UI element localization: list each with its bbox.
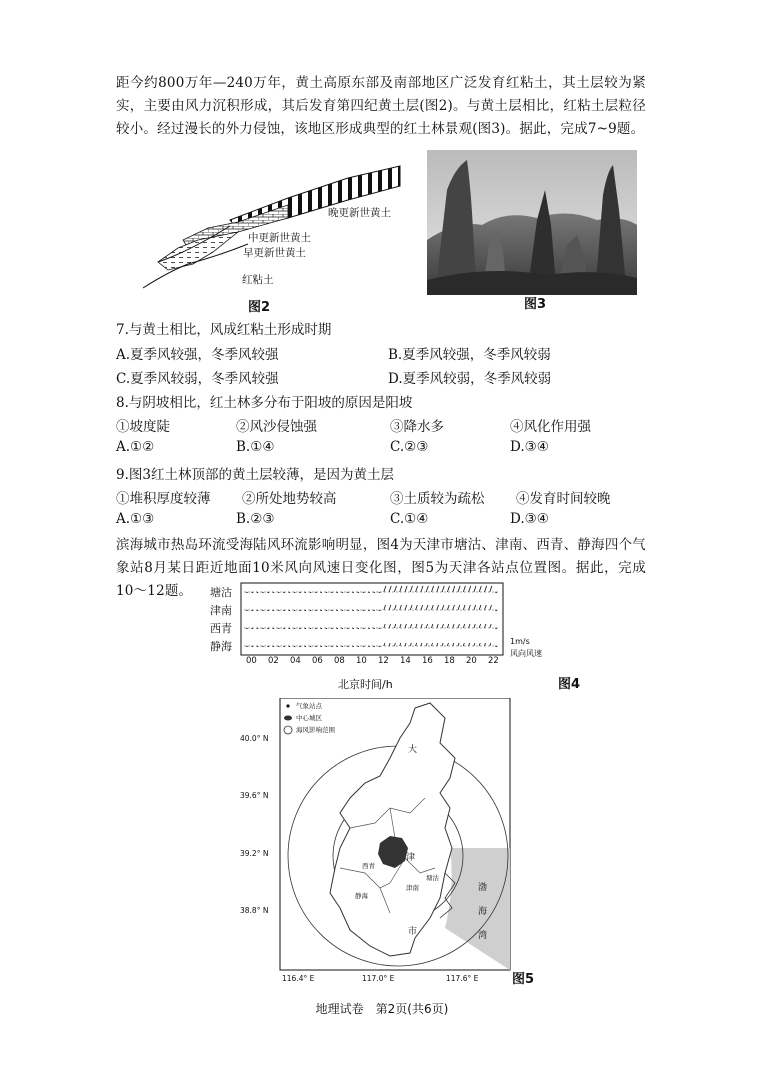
wind-barb xyxy=(278,628,280,629)
intro-paragraph-1: 距今约800万年—240万年，黄土高原东部及南部地区广泛发育红粘土，其土层较为紧实，主要由风力沉积形成，其后发育第四纪黄土层(图2)。与黄土层相比，红粘土层粒径较小。经过漫长的外力侵蚀，该地区形成典型的红土林景观(图3)。据此，完成7~9题。 xyxy=(116,75,646,137)
wind-barb xyxy=(453,586,455,592)
wind-barb xyxy=(326,592,328,593)
intro-paragraph-2: 滨海城市热岛环流受海陆风环流影响明显，图4为天津市塘沽、津南、西青、静海四个气象站8月某日距近地面10米风向风速日变化图，图5为天津各站点位置图。据此，完成10～12题。 xyxy=(116,537,646,599)
wind-barb xyxy=(463,643,464,646)
legend-text: 风向风速 xyxy=(510,649,542,658)
wind-barb xyxy=(426,605,428,610)
wind-barb xyxy=(479,624,480,628)
hour-axis xyxy=(240,656,504,668)
legend-speed: 1m/s xyxy=(510,637,530,646)
place-bo: 渤 xyxy=(478,883,488,893)
place-da: 大 xyxy=(408,745,418,755)
figure-5-caption: 图5 xyxy=(512,972,535,987)
q8-item-2: ②风沙侵蚀强 xyxy=(236,419,317,435)
q7-option-a[interactable]: A.夏季风较强，冬季风较强 xyxy=(116,347,279,363)
q9-item-2: ②所处地势较高 xyxy=(242,491,337,507)
wind-barb xyxy=(341,628,343,629)
wind-barb xyxy=(400,605,402,610)
wind-barb xyxy=(405,605,407,610)
lon-label-116-4: 116.4° E xyxy=(282,974,315,983)
figure-3 xyxy=(427,150,637,295)
wind-barb xyxy=(421,624,422,628)
wind-barb xyxy=(310,592,312,593)
figure-4 xyxy=(210,582,560,692)
wind-barb xyxy=(447,624,448,628)
legend-sea-breeze: 海风影响范围 xyxy=(296,726,335,734)
wind-barb xyxy=(341,592,343,593)
wind-barb xyxy=(341,610,343,611)
wind-barb xyxy=(458,605,460,610)
wind-barb xyxy=(389,605,391,610)
wind-barb xyxy=(432,586,434,592)
wind-barb xyxy=(432,643,433,646)
wind-barb xyxy=(278,610,280,611)
tianjin-map xyxy=(240,698,540,998)
wind-barb xyxy=(405,624,406,628)
wind-barb xyxy=(421,605,423,610)
wind-barb xyxy=(262,646,264,647)
wind-barb xyxy=(442,586,444,592)
wind-barb xyxy=(257,646,259,647)
wind-barb xyxy=(262,628,264,629)
q9-item-4: ④发育时间较晚 xyxy=(516,491,611,507)
station-label-jinghai: 静海 xyxy=(210,640,232,653)
question-8-stem: 8.与阴坡相比，红土林多分布于阳坡的原因是阳坡 xyxy=(116,395,413,411)
x-axis-label: 北京时间/h xyxy=(338,678,393,691)
figure-5 xyxy=(240,698,540,998)
wind-barb xyxy=(357,646,359,647)
wind-barb xyxy=(437,643,438,646)
wind-barb xyxy=(357,628,359,629)
q8-item-3: ③降水多 xyxy=(390,419,444,435)
wind-barb xyxy=(310,628,312,629)
wind-barb xyxy=(294,646,296,647)
wind-barb xyxy=(442,605,444,610)
wind-barb xyxy=(278,646,280,647)
q9-option-c[interactable]: C.①④ xyxy=(390,511,429,527)
wind-barb xyxy=(257,592,259,593)
figure-2-caption: 图2 xyxy=(248,300,271,315)
q9-item-3: ③土质较为疏松 xyxy=(390,491,485,507)
hour-tick-label: 20 xyxy=(466,656,477,666)
station-label-xiqing: 西青 xyxy=(210,622,232,635)
wind-barb xyxy=(485,586,487,592)
place-shi: 市 xyxy=(408,927,418,937)
place-wan: 湾 xyxy=(478,931,488,941)
wind-barb xyxy=(379,610,381,611)
wind-barb xyxy=(479,586,481,592)
wind-barb xyxy=(379,592,381,593)
q8-item-1: ①坡度陡 xyxy=(116,419,170,435)
wind-barb xyxy=(262,592,264,593)
wind-barb xyxy=(458,586,460,592)
hour-tick-label: 22 xyxy=(488,656,499,666)
wind-barb xyxy=(326,610,328,611)
wind-barb xyxy=(458,624,459,628)
wind-barb xyxy=(447,605,449,610)
q8-option-a[interactable]: A.①② xyxy=(116,439,155,455)
hour-tick-label: 18 xyxy=(444,656,455,666)
place-tanggu: 塘沽 xyxy=(426,874,439,882)
wind-barb xyxy=(394,586,396,592)
wind-barb xyxy=(400,586,402,592)
wind-barb xyxy=(416,605,418,610)
wind-barb xyxy=(490,605,492,610)
station-label-tanggu: 塘沽 xyxy=(210,586,232,599)
wind-barb xyxy=(357,592,359,593)
legend-urban: 中心城区 xyxy=(296,714,322,722)
wind-barb xyxy=(432,605,434,610)
wind-barb xyxy=(447,586,449,592)
q8-option-d[interactable]: D.③④ xyxy=(510,439,549,455)
wind-barb xyxy=(442,624,443,628)
figure-3-caption: 图3 xyxy=(524,297,547,312)
wind-barb xyxy=(447,643,448,646)
wind-barb xyxy=(389,624,390,628)
wind-barb xyxy=(474,586,476,592)
wind-barb xyxy=(437,586,439,592)
place-jinnan: 津南 xyxy=(406,884,419,892)
wind-barb xyxy=(357,610,359,611)
place-xiqing: 西青 xyxy=(362,862,375,870)
q8-option-b[interactable]: B.①④ xyxy=(236,439,275,455)
wind-barb xyxy=(384,586,386,592)
wind-barb xyxy=(479,605,481,610)
wind-barb xyxy=(326,628,328,629)
wind-barb xyxy=(453,605,455,610)
wind-barb xyxy=(373,610,375,611)
label-late-loess: 晚更新世黄土 xyxy=(328,207,391,219)
wind-barb xyxy=(310,646,312,647)
wind-barb xyxy=(416,624,417,628)
wind-barb xyxy=(410,586,412,592)
place-jin: 津 xyxy=(406,853,416,863)
wind-barb xyxy=(453,643,454,646)
wind-barb xyxy=(474,605,476,610)
wind-barb xyxy=(246,628,248,629)
wind-barb xyxy=(373,592,375,593)
wind-barb xyxy=(294,592,296,593)
wind-barb xyxy=(485,643,486,646)
wind-barb xyxy=(394,624,395,628)
wind-barb xyxy=(373,646,375,647)
wind-barb xyxy=(384,643,385,646)
wind-barb xyxy=(389,643,390,646)
q9-option-a[interactable]: A.①③ xyxy=(116,511,155,527)
wind-barb xyxy=(416,643,417,646)
wind-barb xyxy=(400,624,401,628)
label-middle-loess: 中更新世黄土 xyxy=(248,232,311,244)
wind-barb xyxy=(257,628,259,629)
hour-tick-label: 14 xyxy=(400,656,411,666)
figure-2 xyxy=(138,160,408,300)
hour-tick-label: 04 xyxy=(290,656,301,666)
wind-barb xyxy=(246,592,248,593)
wind-barb xyxy=(437,605,439,610)
wind-barb xyxy=(463,624,464,628)
q9-item-1: ①堆积厚度较薄 xyxy=(116,491,211,507)
wind-barb xyxy=(474,624,475,628)
wind-barb xyxy=(453,624,454,628)
hour-tick-label: 10 xyxy=(356,656,367,666)
legend-station: 气象站点 xyxy=(296,702,322,710)
wind-barb xyxy=(485,605,487,610)
q7-option-c[interactable]: C.夏季风较弱，冬季风较强 xyxy=(116,371,279,387)
wind-barb xyxy=(278,592,280,593)
wind-barb xyxy=(373,628,375,629)
wind-barb xyxy=(458,643,459,646)
page-footer: 地理试卷 第2页(共6页) xyxy=(315,1002,449,1016)
wind-barb xyxy=(257,610,259,611)
wind-barb xyxy=(463,586,465,592)
wind-barb xyxy=(310,610,312,611)
figure-4-caption: 图4 xyxy=(558,677,581,692)
red-earth-forest-photo xyxy=(427,150,637,295)
q9-option-d[interactable]: D.③④ xyxy=(510,511,549,527)
hour-tick-label: 12 xyxy=(378,656,389,666)
hour-tick-label: 00 xyxy=(246,656,257,666)
wind-barb xyxy=(432,624,433,628)
wind-barb xyxy=(405,586,407,592)
wind-barb xyxy=(410,624,411,628)
wind-barb xyxy=(490,643,491,646)
hour-tick-label: 06 xyxy=(312,656,323,666)
question-7-stem: 7.与黄土相比，风成红粘土形成时期 xyxy=(116,322,332,338)
wind-barb xyxy=(379,646,381,647)
wind-barb xyxy=(442,643,443,646)
q9-option-b[interactable]: B.②③ xyxy=(236,511,275,527)
wind-barb xyxy=(426,643,427,646)
wind-barb xyxy=(463,605,465,610)
hour-tick-label: 16 xyxy=(422,656,433,666)
wind-barb xyxy=(294,610,296,611)
lat-label-38-8: 38.8° N xyxy=(240,906,269,915)
wind-barb xyxy=(469,643,470,646)
station-label-jinnan: 津南 xyxy=(210,604,232,617)
wind-barb xyxy=(246,610,248,611)
wind-barb xyxy=(437,624,438,628)
wind-barb xyxy=(394,643,395,646)
wind-chart xyxy=(240,582,540,664)
wind-barb xyxy=(490,586,492,592)
wind-barb xyxy=(421,643,422,646)
wind-barb xyxy=(341,646,343,647)
wind-barb xyxy=(294,628,296,629)
place-hai: 海 xyxy=(478,907,488,917)
wind-barb xyxy=(400,643,401,646)
place-jinghai: 静海 xyxy=(355,892,368,900)
lon-label-117-6: 117.6° E xyxy=(446,974,479,983)
q7-option-d[interactable]: D.夏季风较弱，冬季风较弱 xyxy=(388,371,552,387)
wind-barb xyxy=(410,605,412,610)
wind-barb xyxy=(426,624,427,628)
q7-option-b[interactable]: B.夏季风较强，冬季风较弱 xyxy=(388,347,551,363)
hour-tick-label: 08 xyxy=(334,656,345,666)
lat-label-39-6: 39.6° N xyxy=(240,791,269,800)
wind-barb xyxy=(469,586,471,592)
wind-barb xyxy=(469,624,470,628)
wind-barb xyxy=(384,624,385,628)
wind-barb xyxy=(405,643,406,646)
wind-barb xyxy=(379,628,381,629)
wind-barb xyxy=(474,643,475,646)
question-9-stem: 9.图3红土林顶部的黄土层较薄，是因为黄土层 xyxy=(116,467,394,483)
wind-barb xyxy=(469,605,471,610)
wind-barb xyxy=(485,624,486,628)
wind-barb xyxy=(421,586,423,592)
wind-barb xyxy=(479,643,480,646)
wind-barb xyxy=(389,586,391,592)
lon-label-117-0: 117.0° E xyxy=(362,974,395,983)
wind-barb xyxy=(410,643,411,646)
wind-barb xyxy=(246,646,248,647)
wind-barb xyxy=(416,586,418,592)
wind-barb xyxy=(394,605,396,610)
wind-barb xyxy=(426,586,428,592)
label-red-clay: 红粘土 xyxy=(242,274,274,286)
label-early-loess: 早更新世黄土 xyxy=(243,247,306,259)
q8-item-4: ④风化作用强 xyxy=(510,419,591,435)
lat-label-40: 40.0° N xyxy=(240,734,269,743)
wind-barb xyxy=(326,646,328,647)
hour-tick-label: 02 xyxy=(268,656,279,666)
lat-label-39-2: 39.2° N xyxy=(240,849,269,858)
wind-barb xyxy=(384,605,386,610)
q8-option-c[interactable]: C.②③ xyxy=(390,439,429,455)
wind-barb xyxy=(490,624,491,628)
wind-barb xyxy=(262,610,264,611)
